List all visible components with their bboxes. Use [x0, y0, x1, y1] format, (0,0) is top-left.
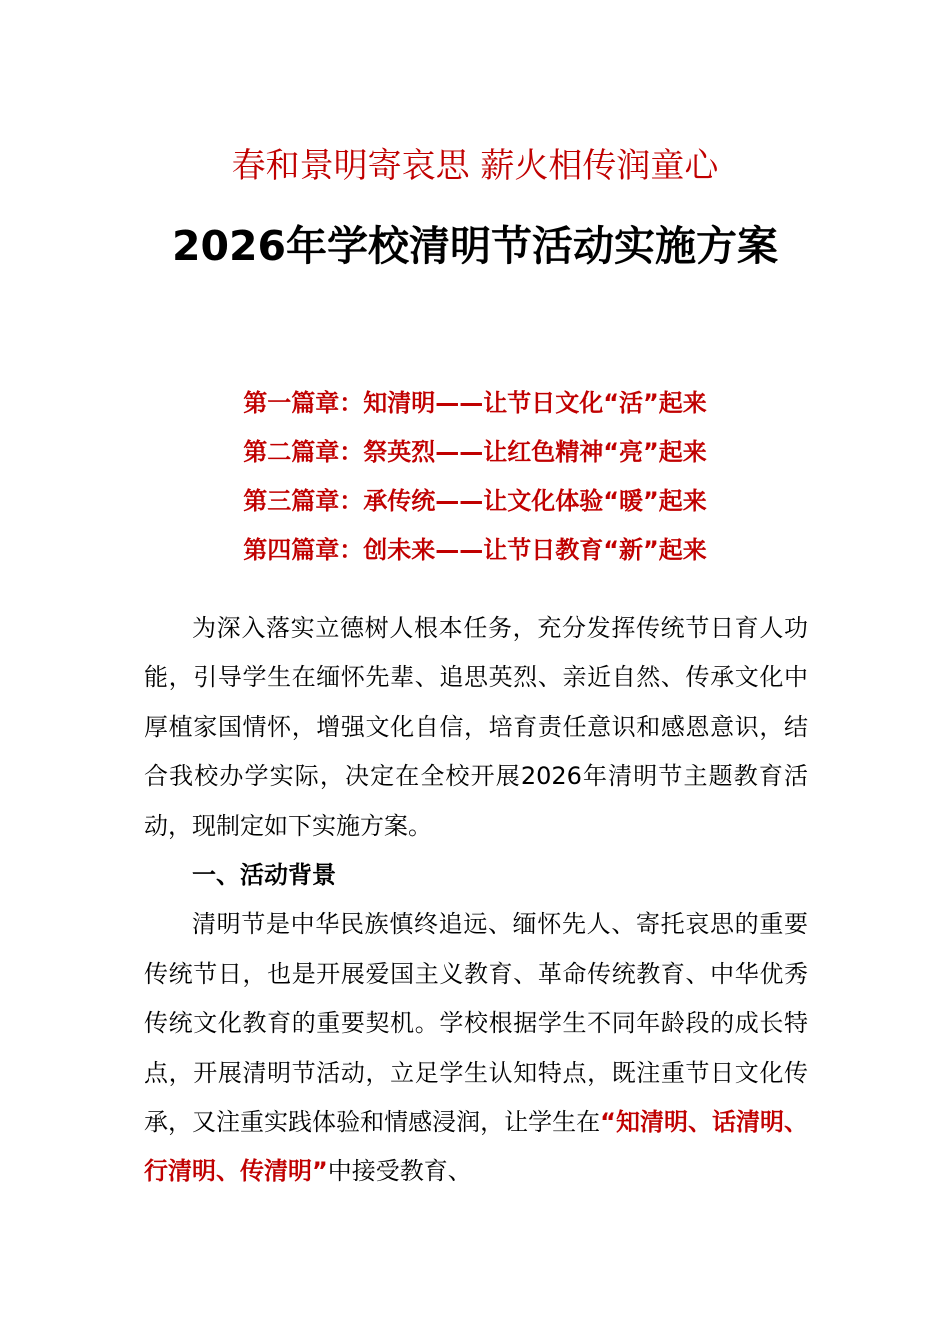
- background-paragraph: [144, 900, 808, 1196]
- document-body: [144, 604, 808, 1197]
- intro-paragraph: 为深入落实立德树人根本任务，充分发挥传统节日育人功能，引导学生在缅怀先辈、追思英烈、亲近自然、传承文化中厚植家国情怀，增强文化自信，培育责任意识和感恩意识，结合我校办学实际，决定在全校开展2026年清明节主题教育活动，现制定如下实施方案。: [144, 614, 808, 840]
- chapter-item: 第一篇章：知清明——让节日文化“活”起来: [243, 389, 707, 417]
- chapter-item: 第二篇章：祭英烈——让红色精神“亮”起来: [243, 438, 707, 466]
- chapter-list: [0, 379, 950, 575]
- section-heading: 一、活动背景: [192, 861, 336, 890]
- document-title: 2026年学校清明节活动实施方案: [171, 222, 779, 270]
- background-text-continued: 中接受教育、: [327, 1157, 472, 1186]
- chapter-item: 第三篇章：承传统——让文化体验“暖”起来: [243, 487, 707, 515]
- document-subtitle: 春和景明寄哀思 薪火相传润童心: [231, 146, 719, 186]
- emphasis-phrase: “知清明、话清明、行清明、传清明”: [144, 1108, 808, 1186]
- background-text: 清明节是中华民族慎终追远、缅怀先人、寄托哀思的重要传统节日，也是开展爱国主义教育、革命传统教育、中华优秀传统文化教育的重要契机。学校根据学生不同年龄段的成长特点，开展清明节活动，立足学生认知特点，既注重节日文化传承，又注重实践体验和情感浸润，让学生在: [144, 910, 808, 1137]
- chapter-item: 第四篇章：创未来——让节日教育“新”起来: [243, 536, 707, 564]
